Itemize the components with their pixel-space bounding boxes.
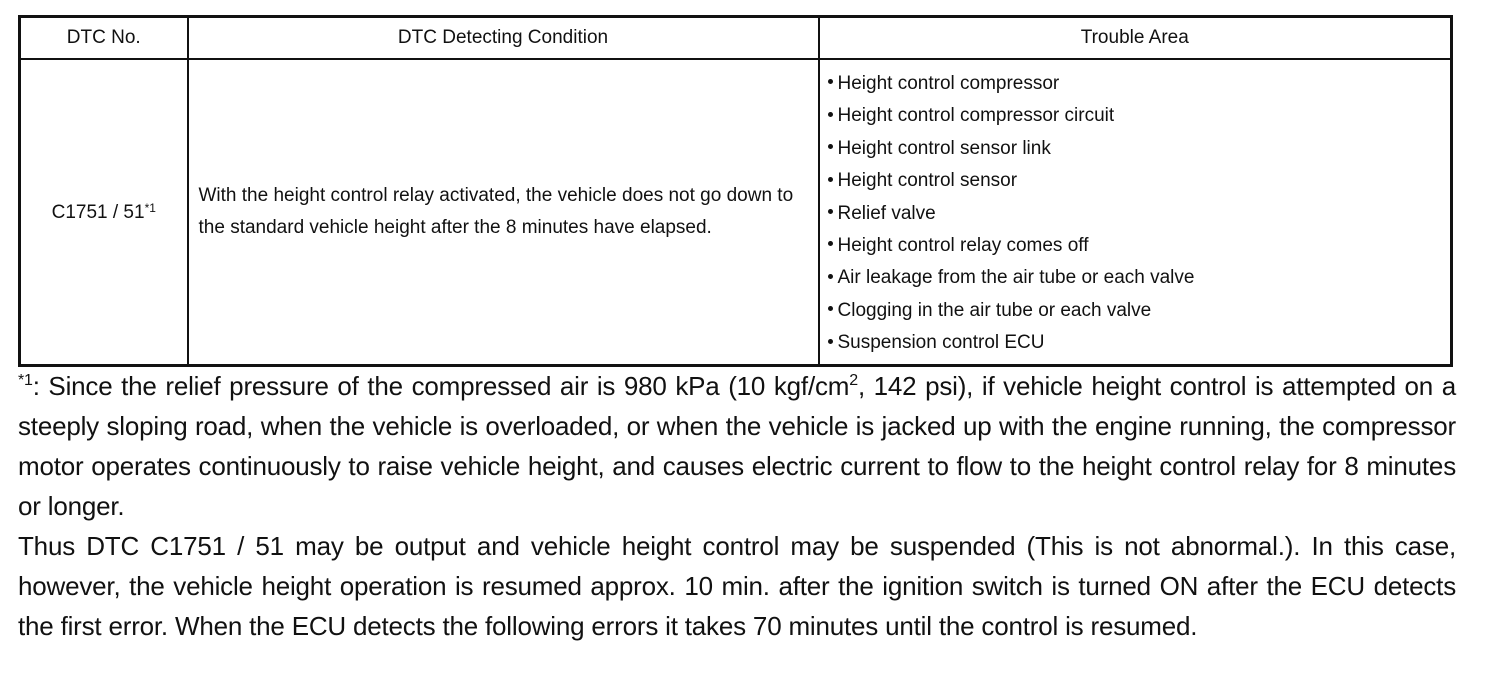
list-item: Suspension control ECU: [828, 327, 1445, 359]
footnote: [18, 366, 1456, 646]
trouble-area-list: [828, 68, 1445, 360]
trouble-area-cell: [819, 59, 1452, 366]
bullet-icon: [828, 241, 833, 246]
dtc-code: C1751 / 51: [51, 201, 145, 223]
bullet-icon: [828, 144, 833, 149]
footnote-marker: *1: [18, 372, 33, 389]
footnote-paragraph-2: Thus DTC C1751 / 51 may be output and vehicle height control may be suspended (This is not abnormal.). In this case, however, the vehicle height operation is resumed approx. 10 min. after the ignition switch is turned ON after the ECU detects the first error. When the ECU detects the following errors it takes 70 minutes until the control is resumed.: [18, 531, 1456, 641]
list-item: Relief valve: [828, 198, 1445, 230]
dtc-code-footnote-ref: *1: [144, 200, 156, 215]
bullet-icon: [828, 177, 833, 182]
bullet-icon: [828, 339, 833, 344]
list-item: Height control sensor: [828, 165, 1445, 197]
header-trouble-area: Trouble Area: [819, 17, 1452, 60]
table-header-row: [20, 17, 1452, 60]
list-item: Clogging in the air tube or each valve: [828, 295, 1445, 327]
unit-superscript: 2: [849, 372, 858, 389]
table-row: [20, 59, 1452, 366]
footnote-paragraph-1: $^{*1}$: Since the relief pressure of the compressed air is 980 kPa (10 kgf/$cm^2$, 142 psi), if vehicle height control is attempted on a steeply sloping road, when the vehicle is overloaded, or when the vehicle is jacked up with the engine running, the compressor motor operates continuously to raise vehicle height, and causes electric current to flow to the height control relay for 8 minutes or longer.: [18, 371, 1456, 521]
list-item: Height control relay comes off: [828, 230, 1445, 262]
list-item: Air leakage from the air tube or each valve: [828, 262, 1445, 294]
bullet-icon: [828, 306, 833, 311]
header-dtc-no: DTC No.: [20, 17, 188, 60]
list-item: Height control compressor circuit: [828, 100, 1445, 132]
dtc-code-cell: [20, 59, 188, 366]
header-condition: DTC Detecting Condition: [188, 17, 819, 60]
bullet-icon: [828, 79, 833, 84]
bullet-icon: [828, 274, 833, 279]
bullet-icon: [828, 112, 833, 117]
bullet-icon: [828, 209, 833, 214]
list-item: Height control sensor link: [828, 133, 1445, 165]
detecting-condition-cell: With the height control relay activated, the vehicle does not go down to the standard vehicle height after the 8 minutes have elapsed.: [188, 59, 819, 366]
list-item: Height control compressor: [828, 68, 1445, 100]
dtc-table: [18, 15, 1453, 367]
